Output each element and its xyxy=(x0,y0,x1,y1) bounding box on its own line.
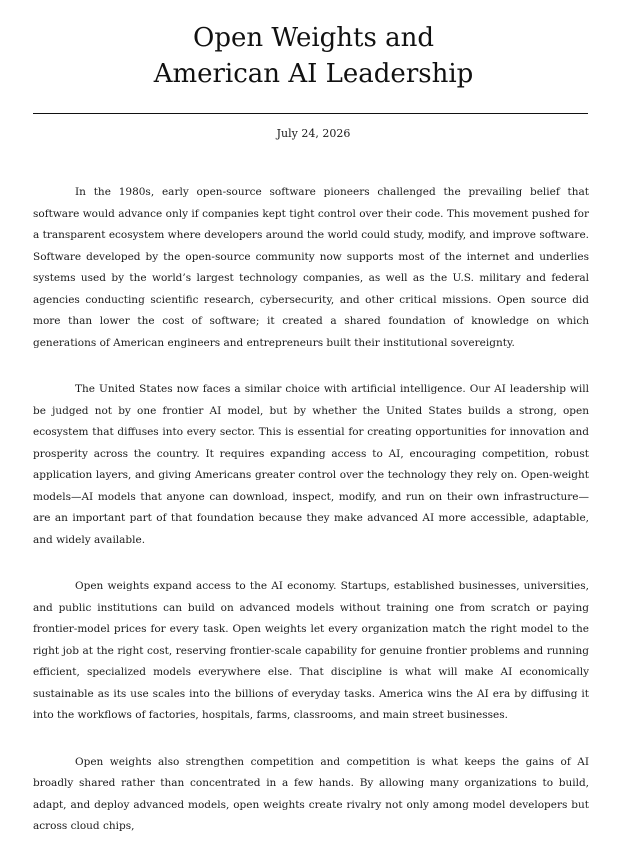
document-title xyxy=(0,20,627,92)
paragraph-3: Open weights expand access to the AI economy. Startups, established businesses, universities, and public institutions can build on advanced models without training one from scratch or paying frontier-model prices for every task. Open weights let every organization match the right model to the right job at the right cost, reserving frontier-scale capability for genuine frontier problems and running efficient, specialized models everywhere else. That discipline is what will make AI economically sustainable as its use scales into the billions of everyday tasks. America wins the AI era by diffusing it into the workflows of factories, hospitals, farms, classrooms, and main street businesses. xyxy=(33,580,589,721)
paragraph-4: Open weights also strengthen competition and competition is what keeps the gains of AI broadly shared rather than concentrated in a few hands. By allowing many organizations to build, adapt, and deploy advanced models, open weights create rivalry not only among model developers but across cloud chips, xyxy=(33,755,589,832)
paragraph-2: The United States now faces a similar choice with artificial intelligence. Our AI leadership will be judged not by one frontier AI model, but by whether the United States builds a strong, open ecosystem that diffuses into every sector. This is essential for creating opportunities for innovation and prosperity across the country. It requires expanding access to AI, encouraging competition, robust application layers, and giving Americans greater control over the technology they rely on. Open-weight models—AI models that anyone can download, inspect, modify, and run on their own infrastructure—are an important part of that foundation because they make advanced AI more accessible, adaptable, and widely available. xyxy=(33,383,589,546)
paragraph-1: In the 1980s, early open-source software pioneers challenged the prevailing belief that software would advance only if companies kept tight control over their code. This movement pushed for a transparent ecosystem where developers around the world could study, modify, and improve software. Software developed by the open-source community now supports most of the internet and underlies systems used by the world’s largest technology companies, as well as the U.S. military and federal agencies conducting scientific research, cybersecurity, and other critical missions. Open source did more than lower the cost of software; it created a shared foundation of knowledge on which generations of American engineers and entrepreneurs built their institutional sovereignty. xyxy=(33,186,589,349)
title-line-1: Open Weights and xyxy=(193,23,434,53)
title-divider xyxy=(33,113,588,114)
document-date: July 24, 2026 xyxy=(276,127,351,140)
title-line-2: American AI Leadership xyxy=(153,59,474,89)
document-body xyxy=(33,182,589,863)
